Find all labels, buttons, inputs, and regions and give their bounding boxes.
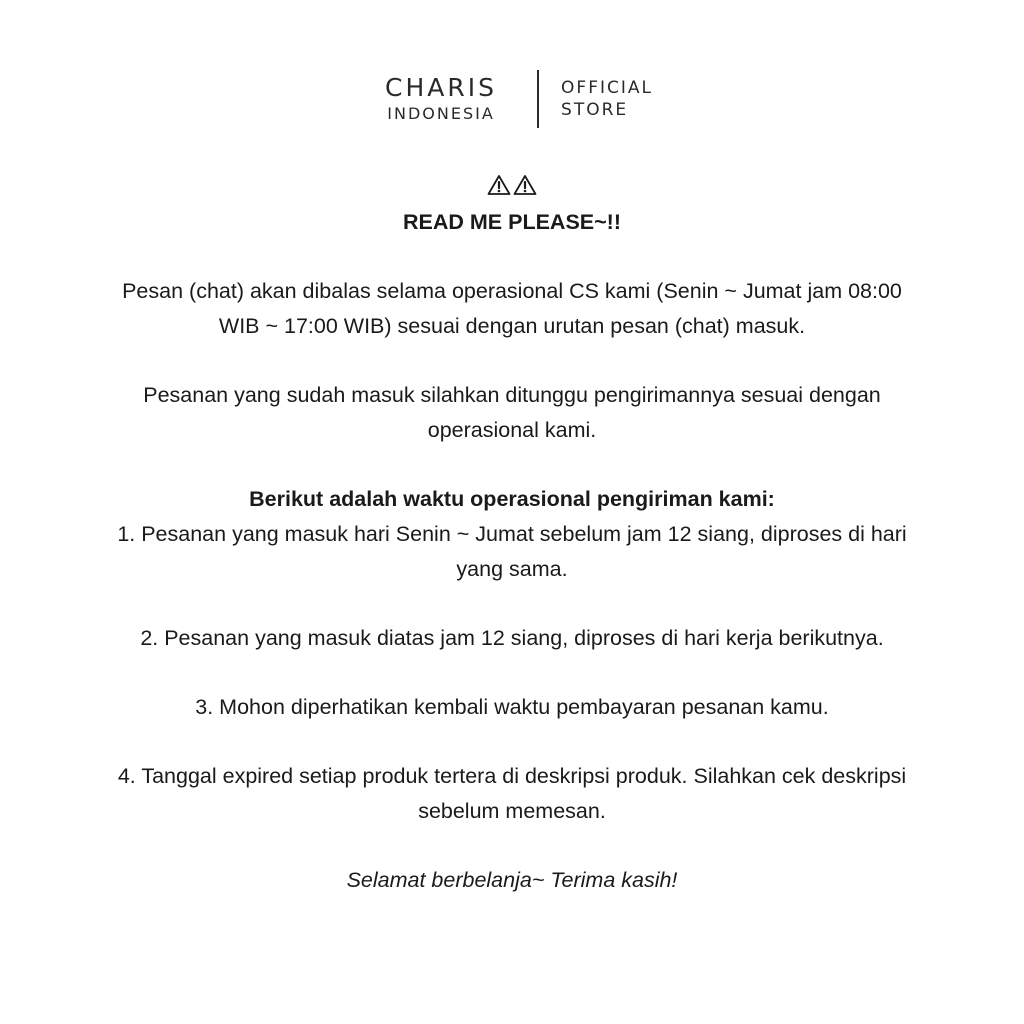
order-info: Pesanan yang sudah masuk silahkan ditunggu pengirimannya sesuai dengan operasional kami.: [143, 383, 881, 442]
warning-triangle-icon: [513, 174, 537, 196]
shipping-heading: Berikut adalah waktu operasional pengiriman kami:: [249, 487, 775, 511]
rule-item: 3. Mohon diperhatikan kembali waktu pembayaran pesanan kamu.: [195, 695, 829, 719]
warning-triangle-icon: [487, 174, 511, 196]
store-logo: [0, 70, 1024, 128]
brand-country: INDONESIA: [387, 103, 495, 123]
notice-content: [100, 205, 924, 898]
store-label: STORE: [561, 100, 629, 120]
logo-divider: [537, 70, 539, 128]
official-label: OFFICIAL: [561, 78, 653, 98]
brand-block: [371, 72, 511, 124]
closing-message: Selamat berbelanja~ Terima kasih!: [346, 868, 678, 892]
rule-item: 4. Tanggal expired setiap produk tertera di deskripsi produk. Silahkan cek deskripsi sebelum memesan.: [117, 764, 907, 823]
rule-item: 1. Pesanan yang masuk hari Senin ~ Jumat sebelum jam 12 siang, diproses di hari yang sama.: [117, 522, 907, 581]
notice-heading: READ ME PLEASE~!!: [402, 210, 621, 234]
chat-info: Pesan (chat) akan dibalas selama operasional CS kami (Senin ~ Jumat jam 08:00 WIB ~ 17:00 WIB) sesuai dengan urutan pesan (chat) masuk.: [122, 279, 902, 338]
warning-icons: [0, 174, 1024, 196]
rule-item: 2. Pesanan yang masuk diatas jam 12 siang, diproses di hari kerja berikutnya.: [140, 626, 884, 650]
store-label-block: [561, 77, 653, 121]
brand-name: CHARIS: [385, 72, 498, 102]
